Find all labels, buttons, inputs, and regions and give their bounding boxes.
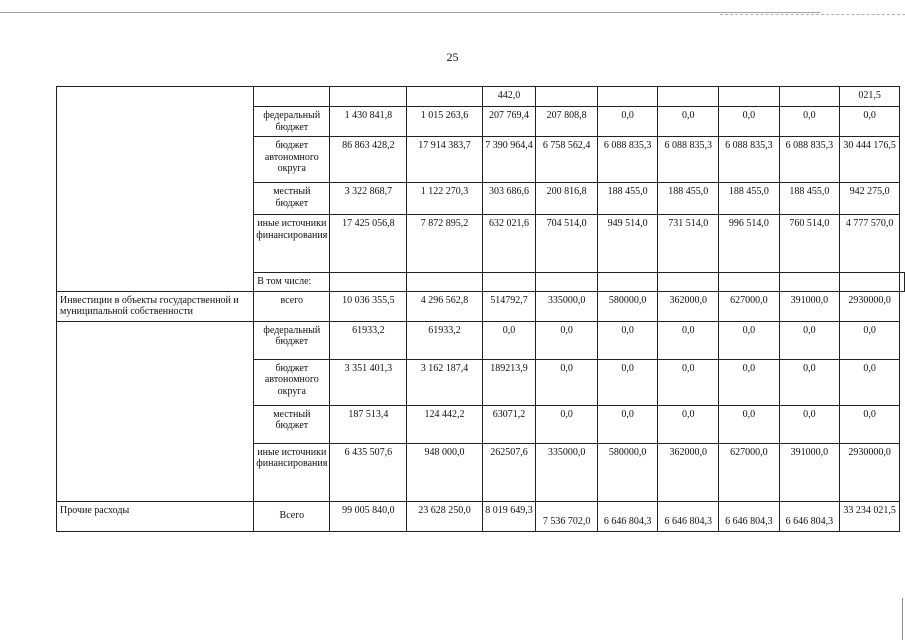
table-cell: 942 275,0 — [840, 183, 900, 215]
table-cell: 7 536 702,0 — [536, 501, 598, 531]
table-cell: 6 646 804,3 — [719, 501, 780, 531]
table-cell: 362000,0 — [658, 291, 719, 321]
table-cell: 3 322 868,7 — [330, 183, 407, 215]
table-cell: 704 514,0 — [536, 215, 598, 273]
source-label: бюджет автономного округа — [254, 137, 330, 183]
table-cell: 188 455,0 — [658, 183, 719, 215]
table-cell: 632 021,6 — [482, 215, 536, 273]
table-cell: 188 455,0 — [597, 183, 658, 215]
table-cell: 335000,0 — [536, 443, 598, 501]
table-cell: 6 088 835,3 — [597, 137, 658, 183]
table-cell: 0,0 — [536, 321, 598, 359]
table-row-investment-total — [57, 291, 905, 321]
table-cell: 0,0 — [597, 405, 658, 443]
table-cell: 442,0 — [482, 87, 536, 107]
table-cell: 7 390 964,4 — [482, 137, 536, 183]
table-cell: 6 646 804,3 — [779, 501, 840, 531]
table-cell: 0,0 — [658, 405, 719, 443]
table-cell: 0,0 — [658, 107, 719, 137]
investment-group-cell — [57, 321, 254, 501]
table-cell: 30 444 176,5 — [840, 137, 900, 183]
table-cell: 580000,0 — [597, 443, 658, 501]
table-cell: 262507,6 — [482, 443, 536, 501]
table-cell: 580000,0 — [597, 291, 658, 321]
table-row-misc — [57, 501, 905, 531]
table-cell: 335000,0 — [536, 291, 598, 321]
table-cell: 0,0 — [597, 107, 658, 137]
table-cell: 99 005 840,0 — [330, 501, 407, 531]
table-cell: 10 036 355,5 — [330, 291, 407, 321]
table-cell: 86 863 428,2 — [330, 137, 407, 183]
table-cell: 207 808,8 — [536, 107, 598, 137]
total-label: всего — [254, 291, 330, 321]
table-cell: 0,0 — [840, 321, 900, 359]
table-cell: 996 514,0 — [719, 215, 780, 273]
source-label: иные источники финансирования — [254, 443, 330, 501]
table-cell: 3 162 187,4 — [407, 359, 482, 405]
source-label: федеральный бюджет — [254, 107, 330, 137]
table-cell: 0,0 — [536, 359, 598, 405]
table-cell: 1 122 270,3 — [407, 183, 482, 215]
table-cell: 6 088 835,3 — [779, 137, 840, 183]
table-cell: 4 777 570,0 — [840, 215, 900, 273]
table-cell: 1 430 841,8 — [330, 107, 407, 137]
table-cell: 949 514,0 — [597, 215, 658, 273]
table-cell: 7 872 895,2 — [407, 215, 482, 273]
source-label: федеральный бюджет — [254, 321, 330, 359]
source-label: местный бюджет — [254, 183, 330, 215]
table-cell: 0,0 — [840, 405, 900, 443]
table-cell: 0,0 — [779, 405, 840, 443]
table-cell: 2930000,0 — [840, 443, 900, 501]
including-label: В том числе: — [254, 273, 330, 292]
table-cell: 0,0 — [658, 359, 719, 405]
table-cell: 0,0 — [597, 321, 658, 359]
table-cell: 0,0 — [719, 405, 780, 443]
scan-artifact-line — [0, 12, 820, 13]
table-cell: 0,0 — [719, 359, 780, 405]
table-cell: 0,0 — [779, 359, 840, 405]
table-cell: 207 769,4 — [482, 107, 536, 137]
table-cell: 0,0 — [840, 107, 900, 137]
table-cell: 17 425 056,8 — [330, 215, 407, 273]
table-cell: 188 455,0 — [719, 183, 780, 215]
source-label: местный бюджет — [254, 405, 330, 443]
table-cell: 6 088 835,3 — [658, 137, 719, 183]
table-cell: 124 442,2 — [407, 405, 482, 443]
table-cell: 0,0 — [658, 321, 719, 359]
table-cell: 8 019 649,3 — [482, 501, 536, 531]
table-cell: 61933,2 — [407, 321, 482, 359]
table-cell: 362000,0 — [658, 443, 719, 501]
table-cell: 731 514,0 — [658, 215, 719, 273]
table-cell: 200 816,8 — [536, 183, 598, 215]
table-cell: 61933,2 — [330, 321, 407, 359]
source-label: бюджет автономного округа — [254, 359, 330, 405]
table-cell: 948 000,0 — [407, 443, 482, 501]
table-cell: 6 088 835,3 — [719, 137, 780, 183]
table-row — [57, 321, 905, 359]
table-cell: 0,0 — [719, 107, 780, 137]
program-cell — [57, 87, 254, 292]
table-cell: 6 435 507,6 — [330, 443, 407, 501]
table-cell: 33 234 021,5 — [840, 501, 900, 531]
source-label: иные источники финансирования — [254, 215, 330, 273]
table-cell: 187 513,4 — [330, 405, 407, 443]
table-cell: 514792,7 — [482, 291, 536, 321]
table-cell: 1 015 263,6 — [407, 107, 482, 137]
table-cell: 6 758 562,4 — [536, 137, 598, 183]
table-cell: 23 628 250,0 — [407, 501, 482, 531]
scan-artifact-mark — [902, 598, 903, 640]
table-cell: 3 351 401,3 — [330, 359, 407, 405]
misc-label: Прочие расходы — [57, 501, 254, 531]
table-cell: 0,0 — [779, 321, 840, 359]
table-cell: 0,0 — [779, 107, 840, 137]
table-cell: 189213,9 — [482, 359, 536, 405]
table-cell: 760 514,0 — [779, 215, 840, 273]
table-cell: 4 296 562,8 — [407, 291, 482, 321]
budget-table — [56, 86, 905, 532]
table-cell: 391000,0 — [779, 443, 840, 501]
table-cell: 63071,2 — [482, 405, 536, 443]
page-number: 25 — [446, 50, 459, 64]
table-row-continuation — [57, 87, 905, 107]
table-cell: 6 646 804,3 — [658, 501, 719, 531]
table-cell: 6 646 804,3 — [597, 501, 658, 531]
table-cell: 17 914 383,7 — [407, 137, 482, 183]
table-cell: 303 686,6 — [482, 183, 536, 215]
table-cell: 0,0 — [597, 359, 658, 405]
scan-artifact-line — [720, 14, 905, 15]
table-cell: 0,0 — [840, 359, 900, 405]
total-label: Всего — [254, 501, 330, 531]
investment-label: Инвестиции в объекты государственной и муниципальной собственности — [57, 291, 254, 321]
table-cell: 0,0 — [719, 321, 780, 359]
table-cell: 0,0 — [482, 321, 536, 359]
table-cell: 021,5 — [840, 87, 900, 107]
table-cell: 2930000,0 — [840, 291, 900, 321]
table-cell: 627000,0 — [719, 443, 780, 501]
table-cell: 0,0 — [536, 405, 598, 443]
table-cell: 188 455,0 — [779, 183, 840, 215]
table-cell: 627000,0 — [719, 291, 780, 321]
table-cell: 391000,0 — [779, 291, 840, 321]
